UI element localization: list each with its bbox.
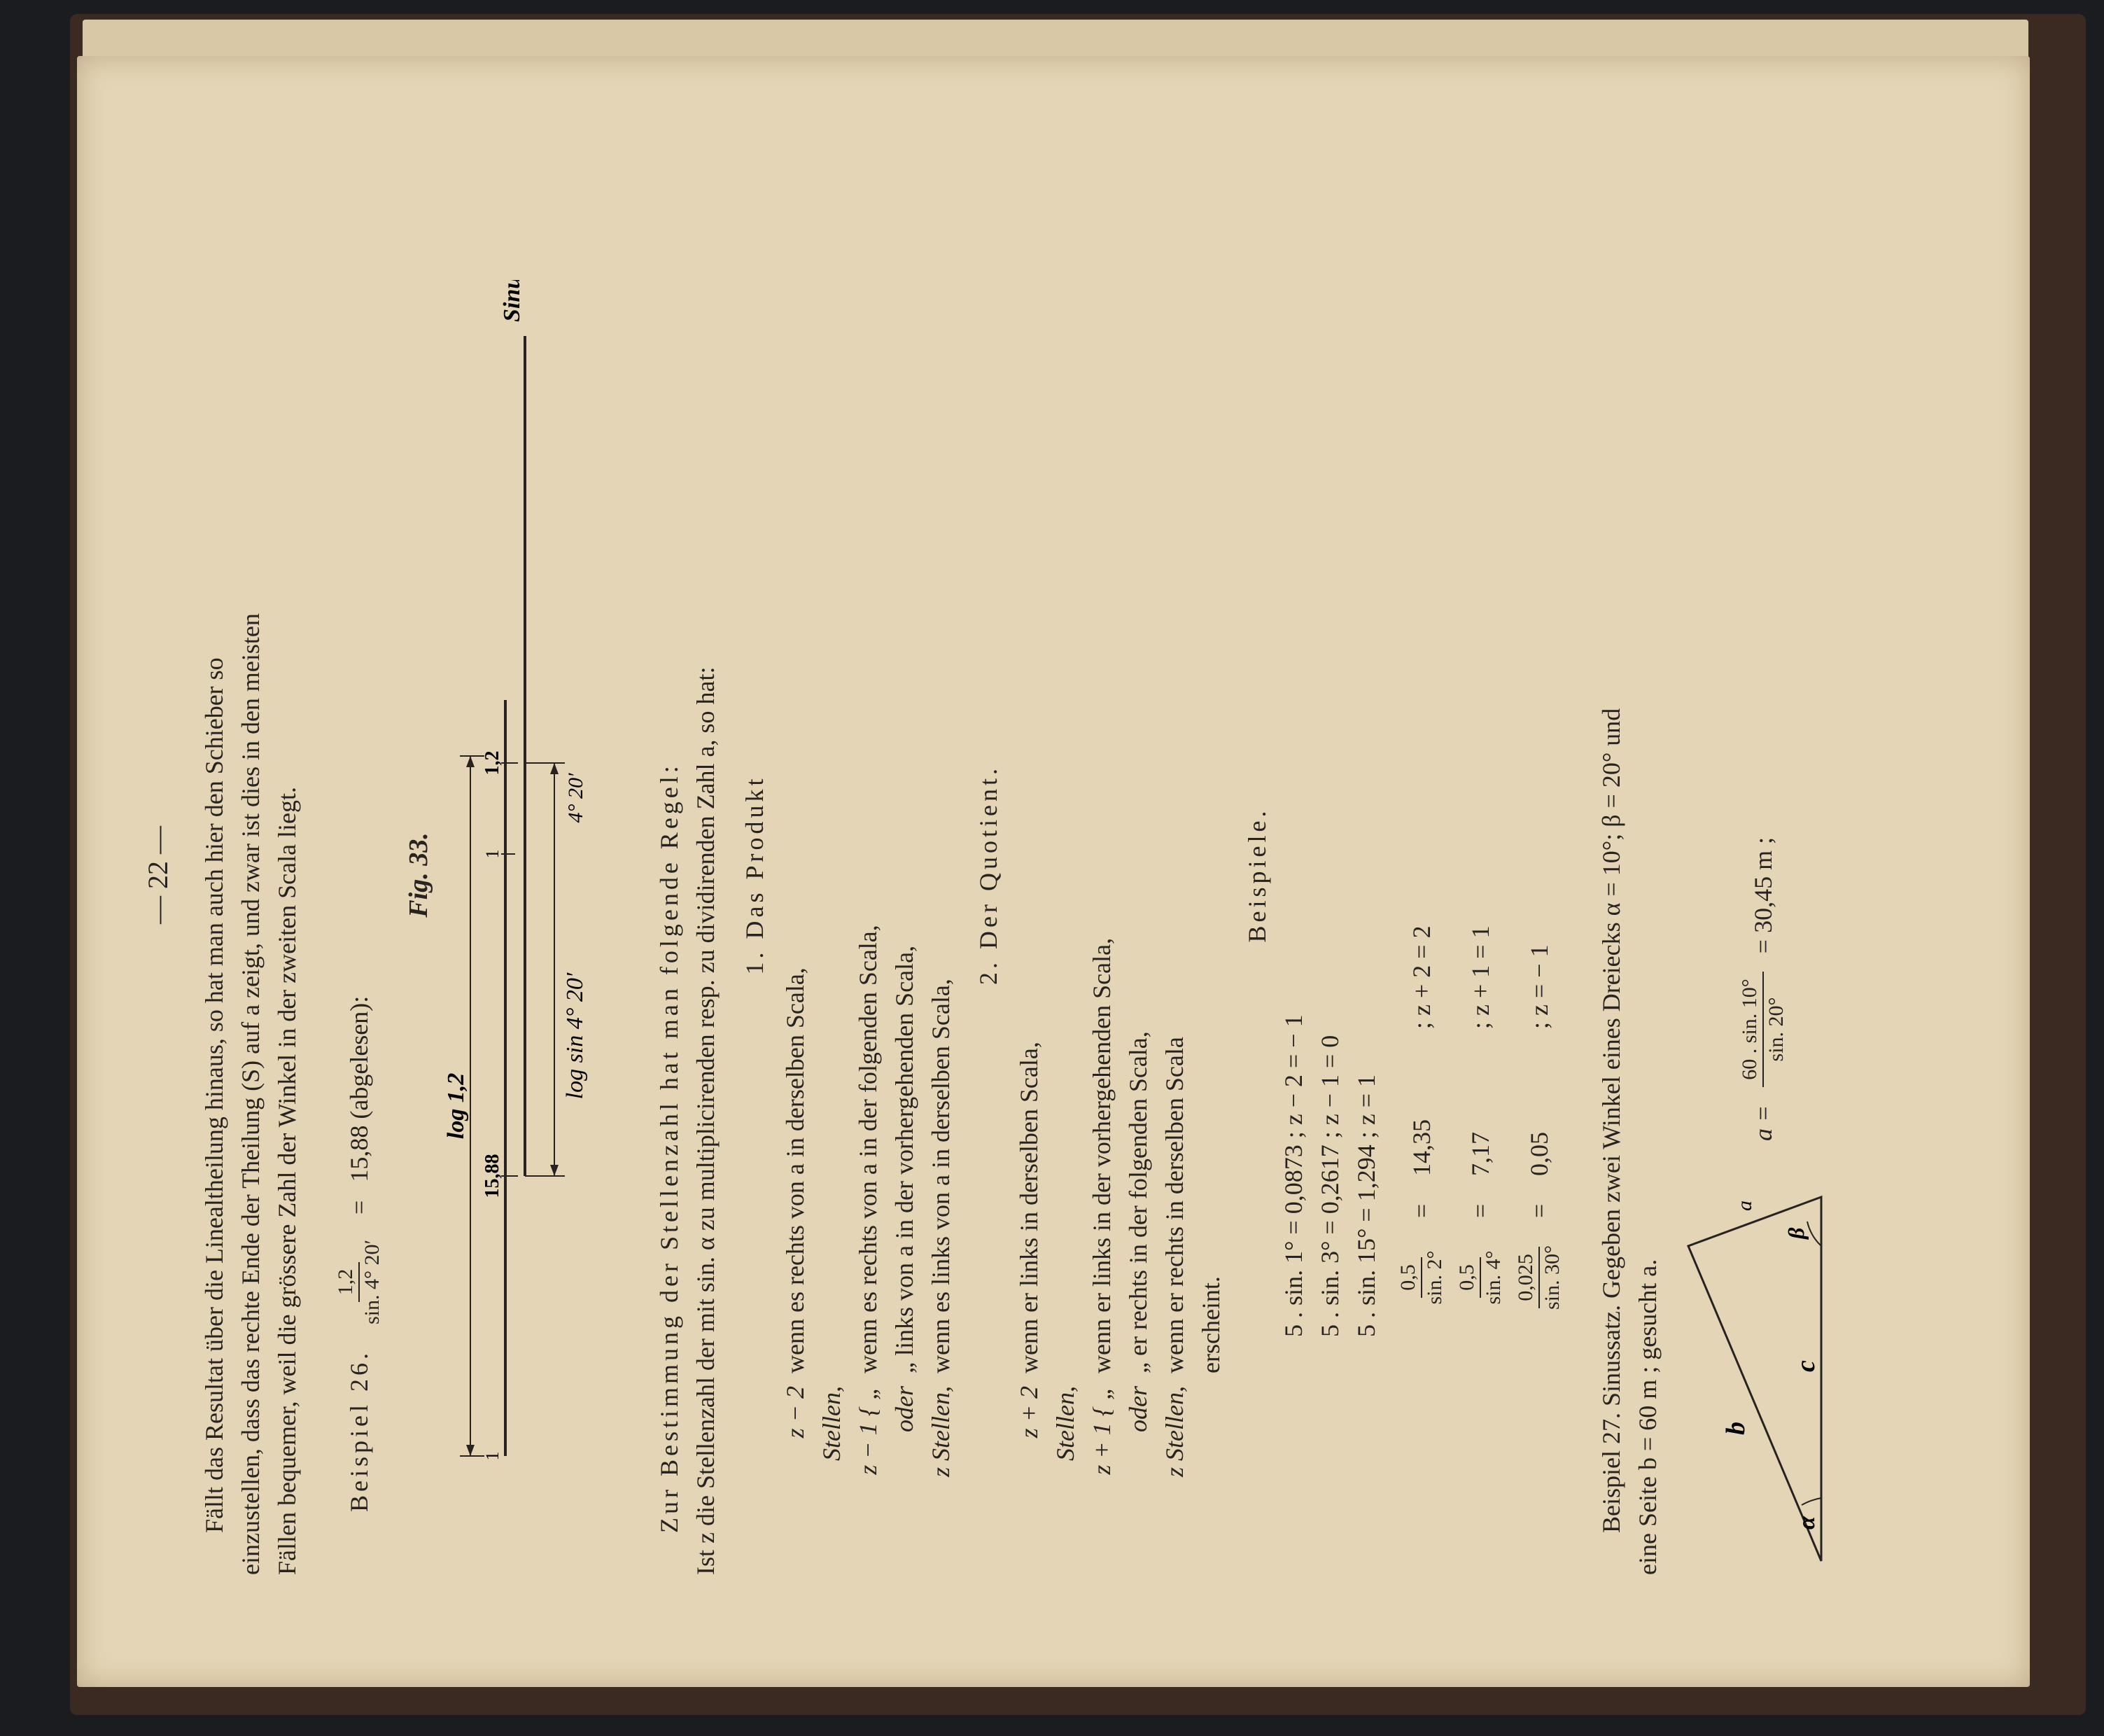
fraction-numerator: 1,2 bbox=[333, 1262, 360, 1303]
angle-beta-arc bbox=[1807, 1222, 1821, 1246]
label-log-sin: log sin 4° 20′ bbox=[562, 972, 588, 1100]
rule-intro-line: Ist z die Stellenzahl der mit sin. α zu multiplicirenden resp. zu dividirenden Zahl a, so hat: bbox=[692, 666, 720, 1575]
fraction-rest: ; z + 2 = 2 bbox=[1408, 925, 1436, 1029]
rule-row bbox=[923, 175, 959, 1512]
example-line: 5 . sin. 1° = 0,0873 ; z − 2 = − 1 bbox=[1279, 1014, 1307, 1337]
label-b: b bbox=[1721, 1422, 1751, 1435]
intro-line: Fällt das Resultat über die Linealtheilung hinaus, so hat man auch hier den Schieber so bbox=[200, 657, 228, 1533]
label-c: c bbox=[1791, 1360, 1821, 1372]
fraction-rest: ; z + 1 = 1 bbox=[1466, 925, 1494, 1029]
rule-text: wenn es links von a in derselben Scala, bbox=[927, 979, 955, 1373]
rule-text: „ links von a in der vorhergehenden Scala, bbox=[890, 945, 918, 1373]
example-line: 5 . sin. 3° = 0,2617 ; z − 1 = 0 bbox=[1316, 1035, 1344, 1337]
rule-text: wenn es rechts von a in derselben Scala, bbox=[781, 967, 809, 1373]
rule-text: erscheint. bbox=[1197, 1276, 1225, 1373]
book-page bbox=[77, 56, 2030, 1687]
example-26-label: Beispiel 26. bbox=[345, 1350, 373, 1512]
label-1-2: 1,2 bbox=[482, 750, 503, 776]
example-27 bbox=[1593, 175, 1666, 1575]
rule-row bbox=[1120, 175, 1156, 1512]
formula-fraction bbox=[1737, 972, 1789, 1087]
rule-text: wenn er rechts in derselben Scala bbox=[1160, 1037, 1188, 1373]
triangle bbox=[1688, 1197, 1821, 1561]
rule-intro bbox=[651, 175, 724, 1575]
rule-row bbox=[777, 175, 850, 1512]
page-number: — 22 — bbox=[142, 826, 174, 924]
example-fraction bbox=[1513, 1218, 1565, 1337]
page-edge bbox=[83, 20, 2028, 59]
rule-row bbox=[850, 175, 886, 1512]
example-26-fraction bbox=[333, 1233, 385, 1331]
formula-lhs: a = bbox=[1749, 1105, 1777, 1141]
arrow-head bbox=[550, 1165, 559, 1176]
rule-lhs: z + 2 Stellen, bbox=[1015, 1386, 1079, 1461]
example-fraction bbox=[1454, 1218, 1506, 1337]
example-line: 5 . sin. 15° = 1,294 ; z = 1 bbox=[1352, 1074, 1380, 1337]
equals-sign: = bbox=[1466, 1203, 1494, 1218]
rule-row bbox=[1193, 175, 1229, 1512]
example-27-formula bbox=[1737, 837, 1789, 1141]
quotient-rules bbox=[1011, 175, 1229, 1575]
rule-lhs: z Stellen, bbox=[927, 1386, 955, 1477]
rule-text: wenn er links in derselben Scala, bbox=[1015, 1042, 1043, 1373]
arrow-head bbox=[466, 756, 475, 767]
fraction-value: 7,17 bbox=[1466, 1132, 1494, 1176]
label-log12: log 1,2 bbox=[443, 1072, 469, 1140]
fraction-rest: ; z = − 1 bbox=[1525, 944, 1553, 1029]
rotated-page-content bbox=[77, 56, 2030, 1687]
intro-line: einzustellen, dass das rechte Ende der Theilung (S) auf a zeigt, und zwar ist dies in den meisten bbox=[237, 613, 265, 1575]
rule-intro-line: Zur Bestimmung der Stellenzahl hat man folgende Regel: bbox=[655, 762, 683, 1533]
fraction-numerator: 0,025 bbox=[1513, 1247, 1540, 1308]
fraction-denominator: sin. 20° bbox=[1765, 997, 1788, 1062]
equals-sign: = bbox=[1525, 1203, 1553, 1218]
label-one-left: 1 bbox=[482, 1451, 503, 1461]
rule-text: wenn es rechts von a in der folgenden Scala, bbox=[854, 925, 882, 1373]
rule-lhs: oder bbox=[890, 1386, 918, 1432]
rule-row bbox=[1011, 175, 1083, 1512]
rule-row bbox=[1156, 175, 1193, 1512]
intro-paragraph bbox=[196, 175, 305, 1575]
fraction-numerator: 60 . sin. 10° bbox=[1737, 972, 1764, 1087]
fraction-numerator: 0,5 bbox=[1396, 1257, 1422, 1298]
label-alpha: α bbox=[1794, 1516, 1820, 1530]
intro-line: Fällen bequemer, weil die grössere Zahl der Winkel in der zweiten Scala liegt. bbox=[273, 786, 301, 1575]
label-beta: β bbox=[1783, 1227, 1809, 1239]
fraction-numerator: 0,5 bbox=[1454, 1257, 1481, 1298]
equals-sign: = bbox=[1408, 1203, 1436, 1218]
example-26 bbox=[333, 175, 385, 1575]
fraction-value: 14,35 bbox=[1408, 1119, 1436, 1176]
product-rules bbox=[777, 175, 959, 1575]
rule-text: wenn er links in der vorhergehenden Scala, bbox=[1088, 937, 1116, 1373]
fraction-value: 0,05 bbox=[1525, 1132, 1553, 1176]
rule-lhs: z + 1 { „ bbox=[1088, 1386, 1116, 1475]
arrow-head bbox=[466, 1445, 475, 1456]
fraction-denominator: sin. 4° bbox=[1482, 1250, 1505, 1305]
product-heading: 1. Das Produkt bbox=[741, 775, 769, 975]
rule-lhs bbox=[1193, 1386, 1229, 1512]
angle-alpha-arc bbox=[1802, 1498, 1821, 1505]
example-26-result: 15,88 (abgelesen): bbox=[345, 995, 373, 1182]
arrow-head bbox=[550, 763, 559, 774]
example-27-figure bbox=[1674, 175, 1835, 1575]
page-text bbox=[140, 175, 1835, 1575]
figure-caption: Fig. 33. bbox=[404, 832, 433, 918]
rule-text: „ er rechts in der folgenden Scala, bbox=[1124, 1031, 1152, 1373]
label-sinus: Sinus bbox=[499, 280, 525, 322]
label-15-88: 15,88 bbox=[482, 1154, 503, 1198]
rule-lhs: z − 2 Stellen, bbox=[781, 1386, 846, 1461]
fraction-examples bbox=[1396, 175, 1565, 1337]
label-angle: 4° 20′ bbox=[564, 773, 587, 823]
equals-sign: = bbox=[345, 1200, 373, 1214]
slide-rule-diagram bbox=[442, 280, 624, 1470]
fraction-denominator: sin. 30° bbox=[1541, 1245, 1564, 1310]
rule-lhs: z − 1 { „ bbox=[854, 1386, 882, 1475]
rule-row bbox=[1083, 175, 1120, 1512]
rule-lhs: z Stellen, bbox=[1160, 1386, 1188, 1477]
rule-row bbox=[886, 175, 923, 1512]
fraction-denominator: sin. 2° bbox=[1423, 1250, 1446, 1305]
example-27-line: eine Seite b = 60 m ; gesucht a. bbox=[1634, 1259, 1662, 1575]
fraction-denominator: sin. 4° 20′ bbox=[360, 1239, 384, 1325]
triangle-diagram bbox=[1674, 1183, 1835, 1575]
formula-result: = 30,45 m ; bbox=[1749, 836, 1777, 954]
examples-block bbox=[1275, 175, 1565, 1575]
examples-heading: Beispiele. bbox=[1243, 807, 1271, 943]
rule-lhs: oder bbox=[1124, 1386, 1152, 1432]
example-fraction bbox=[1396, 1218, 1447, 1337]
example-27-line: Beispiel 27. Sinussatz. Gegeben zwei Winkel eines Dreiecks α = 10°; β = 20° und bbox=[1597, 708, 1625, 1533]
quotient-heading: 2. Der Quotient. bbox=[974, 765, 1002, 985]
label-one-mid: 1 bbox=[482, 849, 503, 859]
label-a: a bbox=[1733, 1200, 1756, 1211]
